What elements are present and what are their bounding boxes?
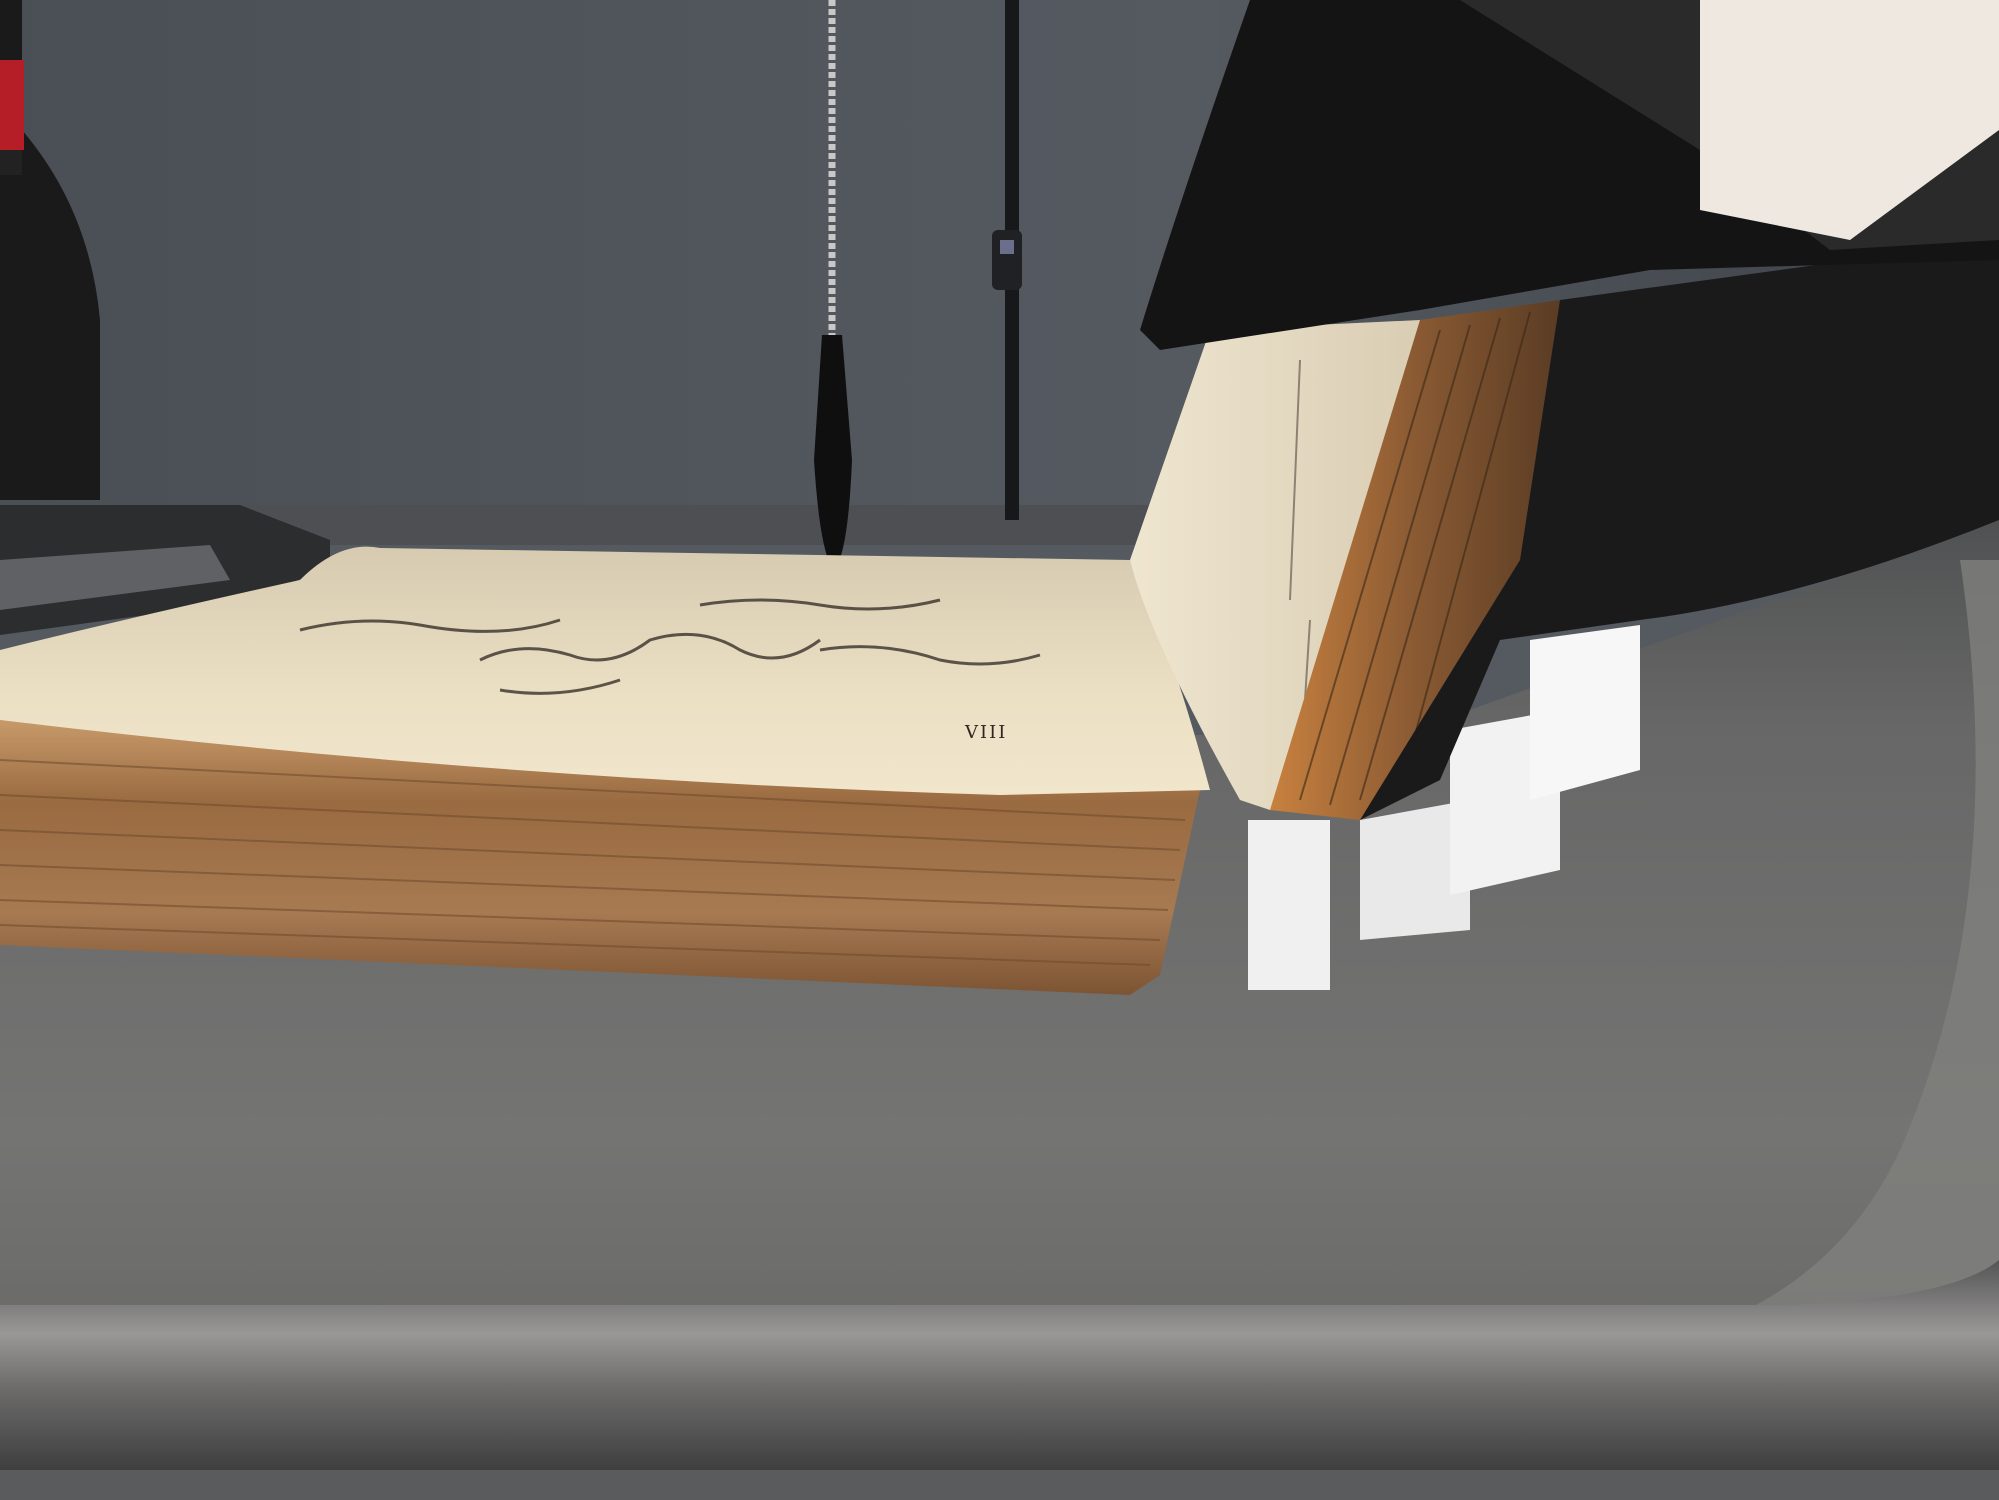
foam-support-center (1248, 820, 1330, 990)
page-number: VIII (965, 722, 1008, 743)
